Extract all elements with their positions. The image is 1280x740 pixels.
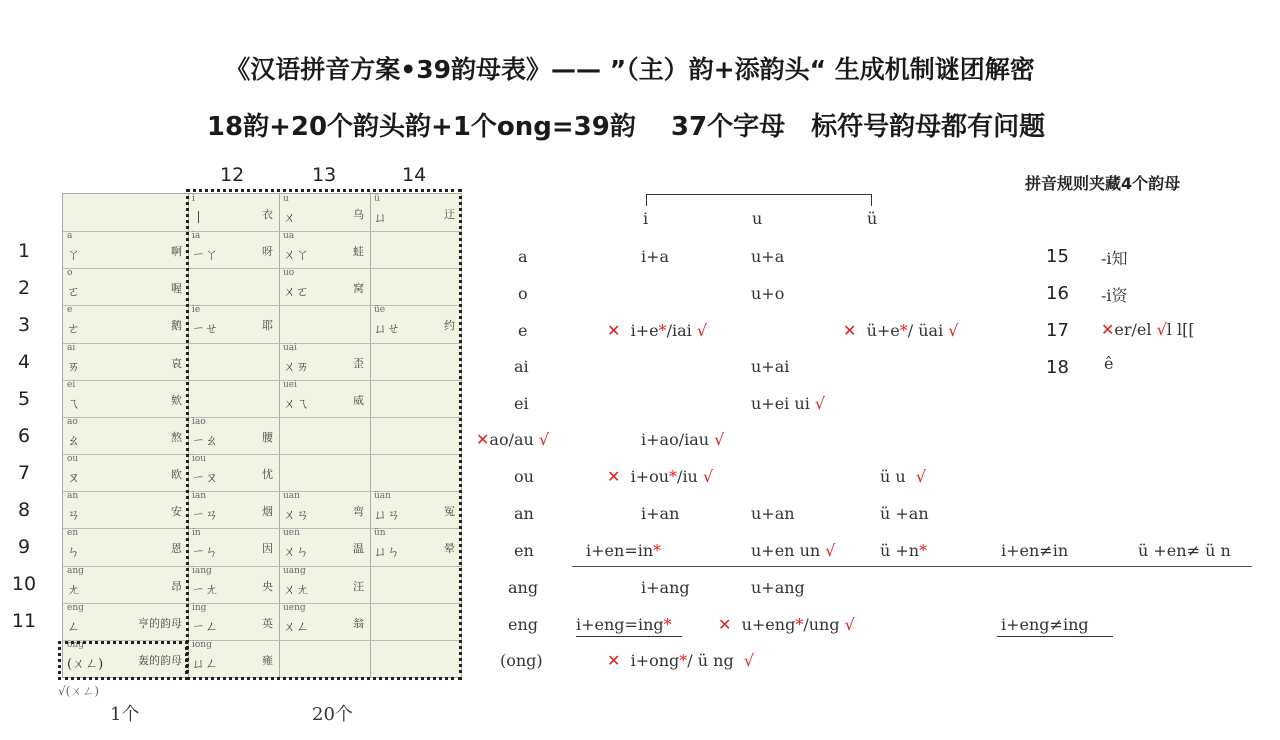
ong-i: [607, 651, 754, 670]
final-ai: ai: [514, 357, 529, 376]
cell-sm: ie: [192, 305, 201, 315]
cell-sm: ou: [67, 454, 79, 464]
cell-bp: ㄧㄤ: [192, 583, 219, 598]
cell-bp: ㄣ: [67, 545, 81, 560]
ei-check: √: [814, 394, 826, 413]
table-below-note: √(ㄨㄥ): [58, 684, 100, 698]
cell-sm: a: [67, 231, 73, 241]
cell-ex: 轰的韵母: [138, 654, 182, 667]
row-number-8: 8: [17, 499, 31, 521]
ao-check-2: √: [714, 430, 725, 449]
cell-bp: ㄨㄢ: [283, 508, 310, 523]
cell-ex: 昂: [171, 580, 182, 593]
cell-ex: 晕: [444, 542, 455, 555]
cell-ex: 雍: [262, 654, 273, 667]
cell-sm: ing: [192, 603, 207, 613]
cell-ex: 耶: [262, 319, 273, 332]
cell-ex: 喔: [171, 282, 182, 295]
table-cell: [63, 305, 188, 342]
cell-ex: 腰: [262, 431, 273, 444]
ou-check: √: [702, 467, 714, 486]
ong-i2: / ü ng: [687, 651, 734, 670]
cell-bp: ㄡ: [67, 471, 81, 486]
eng-u: [718, 615, 855, 634]
final-ei: ei: [514, 394, 529, 413]
table-cell: [63, 454, 188, 491]
ong-star: *: [679, 651, 688, 670]
cell-bp: (ㄨㄥ): [67, 657, 104, 672]
ao-text: ao/au: [489, 430, 534, 449]
eng-star-2: *: [795, 615, 804, 634]
cell-ex: 啊: [171, 245, 182, 258]
cell-bp: ㄢ: [67, 508, 81, 523]
cell-bp: 丨: [192, 211, 206, 226]
ong-i-text: i+ong: [630, 651, 680, 670]
cell-ex: 弯: [353, 505, 364, 518]
a-i: i+a: [641, 247, 670, 266]
e-u2: / üai: [907, 321, 944, 340]
cell-sm: in: [192, 528, 201, 538]
cell-ex: 忧: [262, 468, 273, 481]
head-bracket-right: [871, 194, 872, 206]
row-number-1: 1: [17, 240, 31, 262]
ou-i2: /iu: [677, 467, 698, 486]
cell-bp: ㄤ: [67, 583, 81, 598]
e-star-2: *: [899, 321, 908, 340]
en-u: [751, 541, 835, 560]
e-check-2: √: [948, 321, 959, 340]
cell-ex: 呀: [262, 245, 273, 258]
final-17-text: er/el: [1114, 320, 1152, 339]
table-cell: [63, 268, 188, 305]
head-bracket: [646, 194, 872, 195]
e-cross-2: ✕: [843, 321, 857, 340]
ei-u: [751, 394, 825, 413]
cell-sm: ang: [67, 566, 84, 576]
cell-sm: uei: [283, 380, 298, 390]
cell-sm: eng: [67, 603, 84, 613]
eng-i2-underline: [997, 636, 1113, 637]
eng-i-underline: [576, 636, 682, 637]
table-cell: [63, 566, 188, 603]
page-title: 《汉语拼音方案•39韵母表》—— ”（主）韵+添韵头“ 生成机制谜团解密: [225, 55, 1035, 84]
cell-sm: ian: [192, 491, 207, 501]
ou-i-text: i+ou: [630, 467, 670, 486]
row-number-2: 2: [17, 277, 31, 299]
cell-sm: iou: [192, 454, 207, 464]
cell-ex: 烟: [262, 505, 273, 518]
final-eng: eng: [508, 615, 539, 634]
cell-bp: ㄥ: [67, 620, 81, 635]
final-ou: ou: [514, 467, 534, 486]
head-i: i: [643, 209, 649, 228]
final-17-cross: ✕: [1101, 320, 1115, 339]
row-number-4: 4: [17, 351, 31, 373]
final-o: o: [518, 284, 528, 303]
en-i-text: i+en=in: [586, 541, 654, 560]
cell-sm: u: [283, 194, 289, 204]
cell-ex: 窝: [353, 282, 364, 295]
ei-u-text: u+ei ui: [751, 394, 810, 413]
ao-check: √: [538, 430, 550, 449]
cell-sm: iong: [192, 640, 212, 650]
cell-bp: ㄨㄞ: [283, 360, 310, 375]
column-number-12: 12: [220, 164, 245, 186]
cell-bp: ㄨㄛ: [283, 285, 310, 300]
row-number-10: 10: [11, 573, 37, 595]
en-v: [880, 541, 927, 560]
num-16: 16: [1046, 283, 1069, 304]
cell-ex: 亨的韵母: [138, 617, 182, 630]
table-cell: [63, 231, 188, 268]
cell-ex: 哀: [171, 357, 182, 370]
ou-cross: ✕: [607, 467, 621, 486]
an-v: ü +an: [880, 504, 929, 523]
cell-bp: ㄩㄣ: [374, 545, 401, 560]
e-row-i: [607, 321, 707, 340]
cell-sm: ün: [374, 528, 386, 538]
cell-bp: ㄩㄝ: [374, 322, 401, 337]
dotted-box-20-finals: [186, 189, 462, 680]
table-cell: [63, 380, 188, 417]
ou-v: [880, 467, 926, 486]
cell-sm: iang: [192, 566, 212, 576]
ao-cross: ✕: [476, 430, 490, 449]
ou-i: [607, 467, 713, 486]
e-cross-1: ✕: [607, 321, 621, 340]
cell-bp: ㄧㄡ: [192, 471, 219, 486]
cell-ex: 蛙: [353, 245, 364, 258]
eng-cross: ✕: [718, 615, 732, 634]
cell-sm: ong: [67, 640, 84, 650]
table-cell: [63, 417, 188, 454]
ong-cross: ✕: [607, 651, 621, 670]
table-cell: [63, 528, 188, 565]
head-v: ü: [867, 209, 878, 228]
row-number-3: 3: [17, 314, 31, 336]
cell-bp: ㄧㄚ: [192, 248, 219, 263]
cell-ex: 因: [262, 542, 273, 555]
cell-ex: 歪: [353, 357, 364, 370]
eng-star: *: [663, 615, 672, 634]
cell-ex: 欧: [171, 468, 182, 481]
cell-bp: ㄨㄚ: [283, 248, 310, 263]
cell-sm: ia: [192, 231, 201, 241]
cell-ex: 乌: [353, 208, 364, 221]
en-v-text: ü +n: [880, 541, 920, 560]
cell-sm: ua: [283, 231, 295, 241]
final-ang: ang: [508, 578, 539, 597]
cell-sm: ei: [67, 380, 76, 390]
final-17-check: √: [1156, 320, 1167, 339]
final-ong: (ong): [500, 651, 543, 670]
eng-i-text: i+eng=ing: [576, 615, 664, 634]
en-star: *: [653, 541, 662, 560]
cell-ex: 恩: [171, 542, 182, 555]
cell-bp: ㄠ: [67, 434, 81, 449]
page-subtitle: 18韵+20个韵头韵+1个ong=39韵 37个字母 标符号韵母都有问题: [206, 112, 1046, 142]
ou-v-text: ü u: [880, 467, 906, 486]
ou-check-2: √: [915, 467, 927, 486]
cell-bp: ㄨㄥ: [283, 620, 310, 635]
cell-ex: 英: [262, 617, 273, 630]
cell-ex: 冤: [444, 505, 455, 518]
cell-ex: 安: [171, 505, 182, 518]
en-u-text: u+en un: [751, 541, 821, 560]
e-row-u: [843, 321, 959, 340]
row-number-7: 7: [17, 462, 31, 484]
ai-u: u+ai: [751, 357, 790, 376]
count-left: 1个: [110, 704, 140, 725]
row-number-5: 5: [17, 388, 31, 410]
cell-bp: ㄟ: [67, 397, 81, 412]
en-check: √: [825, 541, 836, 560]
cell-bp: ㄩㄥ: [192, 657, 219, 672]
head-u: u: [752, 209, 763, 228]
cell-bp: ㄧㄣ: [192, 545, 219, 560]
cell-bp: ㄧㄝ: [192, 322, 219, 337]
cell-sm: uai: [283, 343, 298, 353]
cell-ex: 约: [444, 319, 455, 332]
cell-bp: ㄧㄥ: [192, 620, 219, 635]
cell-ex: 央: [262, 580, 273, 593]
cell-bp: ㄨㄟ: [283, 397, 310, 412]
e-i2: /iai: [666, 321, 692, 340]
cell-sm: en: [67, 528, 79, 538]
e-star-1: *: [658, 321, 667, 340]
cell-sm: uang: [283, 566, 306, 576]
ao-i: [641, 430, 724, 449]
final-en: en: [514, 541, 534, 560]
cell-ex: 翁: [353, 617, 364, 630]
cell-ex: 迂: [444, 208, 455, 221]
cell-sm: uen: [283, 528, 300, 538]
eng-check: √: [844, 615, 855, 634]
cell-bp: ㄧㄠ: [192, 434, 219, 449]
divider-line: [572, 566, 1252, 567]
table-cell: [63, 343, 188, 380]
cell-bp: ㄞ: [67, 360, 81, 375]
cell-ex: 欸: [171, 394, 182, 407]
cell-ex: 熬: [171, 431, 182, 444]
cell-sm: iao: [192, 417, 206, 427]
eng-u-text: u+eng: [741, 615, 796, 634]
cell-ex: 威: [353, 394, 364, 407]
cell-bp: ㄜ: [67, 322, 81, 337]
eng-i2: i+eng≠ing: [1001, 615, 1089, 634]
cell-sm: i: [192, 194, 195, 204]
cell-ex: 汪: [353, 580, 364, 593]
column-number-13: 13: [312, 164, 337, 186]
eng-u2: /ung: [803, 615, 840, 634]
table-cell: [63, 491, 188, 528]
en-star-2: *: [919, 541, 928, 560]
cell-sm: ao: [67, 417, 78, 427]
a-u: u+a: [751, 247, 785, 266]
e-check-1: √: [696, 321, 708, 340]
ang-u: u+ang: [751, 578, 805, 597]
cell-bp: ㄩ: [374, 211, 388, 226]
en-i: [586, 541, 661, 560]
e-i: i+e: [630, 321, 659, 340]
table-cell: [63, 603, 188, 640]
row-number-11: 11: [11, 610, 37, 632]
cell-sm: o: [67, 268, 73, 278]
final-16: -i资: [1101, 286, 1128, 305]
cell-sm: e: [67, 305, 73, 315]
ou-star: *: [669, 467, 678, 486]
cell-sm: uan: [283, 491, 300, 501]
cell-ex: 温: [353, 542, 364, 555]
ao-i-text: i+ao/iau: [641, 430, 710, 449]
dotted-box-ong: [58, 641, 188, 680]
cell-bp: ㄧㄢ: [192, 508, 219, 523]
num-15: 15: [1046, 246, 1069, 267]
rules-title: 拼音规则夹藏4个韵母: [1025, 174, 1181, 193]
final-15: -i知: [1101, 249, 1128, 268]
num-18: 18: [1046, 357, 1069, 378]
cell-bp: ㄩㄢ: [374, 508, 401, 523]
cell-sm: üe: [374, 305, 386, 315]
final-an: an: [514, 504, 534, 523]
cell-sm: ai: [67, 343, 76, 353]
count-right: 20个: [312, 704, 353, 725]
final-17: [1101, 320, 1195, 339]
cell-bp: ㄨ: [283, 211, 297, 226]
e-u: ü+e: [866, 321, 900, 340]
num-17: 17: [1046, 320, 1069, 341]
en-i2: i+en≠in: [1001, 541, 1069, 560]
final-e: e: [518, 321, 528, 340]
cell-sm: uo: [283, 268, 295, 278]
head-bracket-left: [646, 194, 647, 206]
final-a: a: [518, 247, 528, 266]
cell-sm: an: [67, 491, 79, 501]
o-u: u+o: [751, 284, 785, 303]
eng-i: [576, 615, 672, 634]
cell-ex: 衣: [262, 208, 273, 221]
final-17-extra: l l[[: [1166, 320, 1195, 339]
an-i: i+an: [641, 504, 680, 523]
column-number-14: 14: [402, 164, 427, 186]
cell-sm: ueng: [283, 603, 306, 613]
row-number-9: 9: [17, 536, 31, 558]
cell-sm: ü: [374, 194, 380, 204]
ang-i: i+ang: [641, 578, 690, 597]
cell-bp: ㄨㄣ: [283, 545, 310, 560]
final-18: ê: [1104, 354, 1114, 373]
cell-bp: ㄨㄤ: [283, 583, 310, 598]
cell-bp: ㄛ: [67, 285, 81, 300]
row-number-6: 6: [17, 425, 31, 447]
cell-ex: 鹅: [171, 319, 182, 332]
cell-bp: ㄚ: [67, 248, 81, 263]
cell-sm: üan: [374, 491, 391, 501]
en-v2: ü +en≠ ü n: [1138, 541, 1231, 560]
ong-check: √: [743, 651, 755, 670]
an-u: u+an: [751, 504, 795, 523]
final-ao: [476, 430, 549, 449]
